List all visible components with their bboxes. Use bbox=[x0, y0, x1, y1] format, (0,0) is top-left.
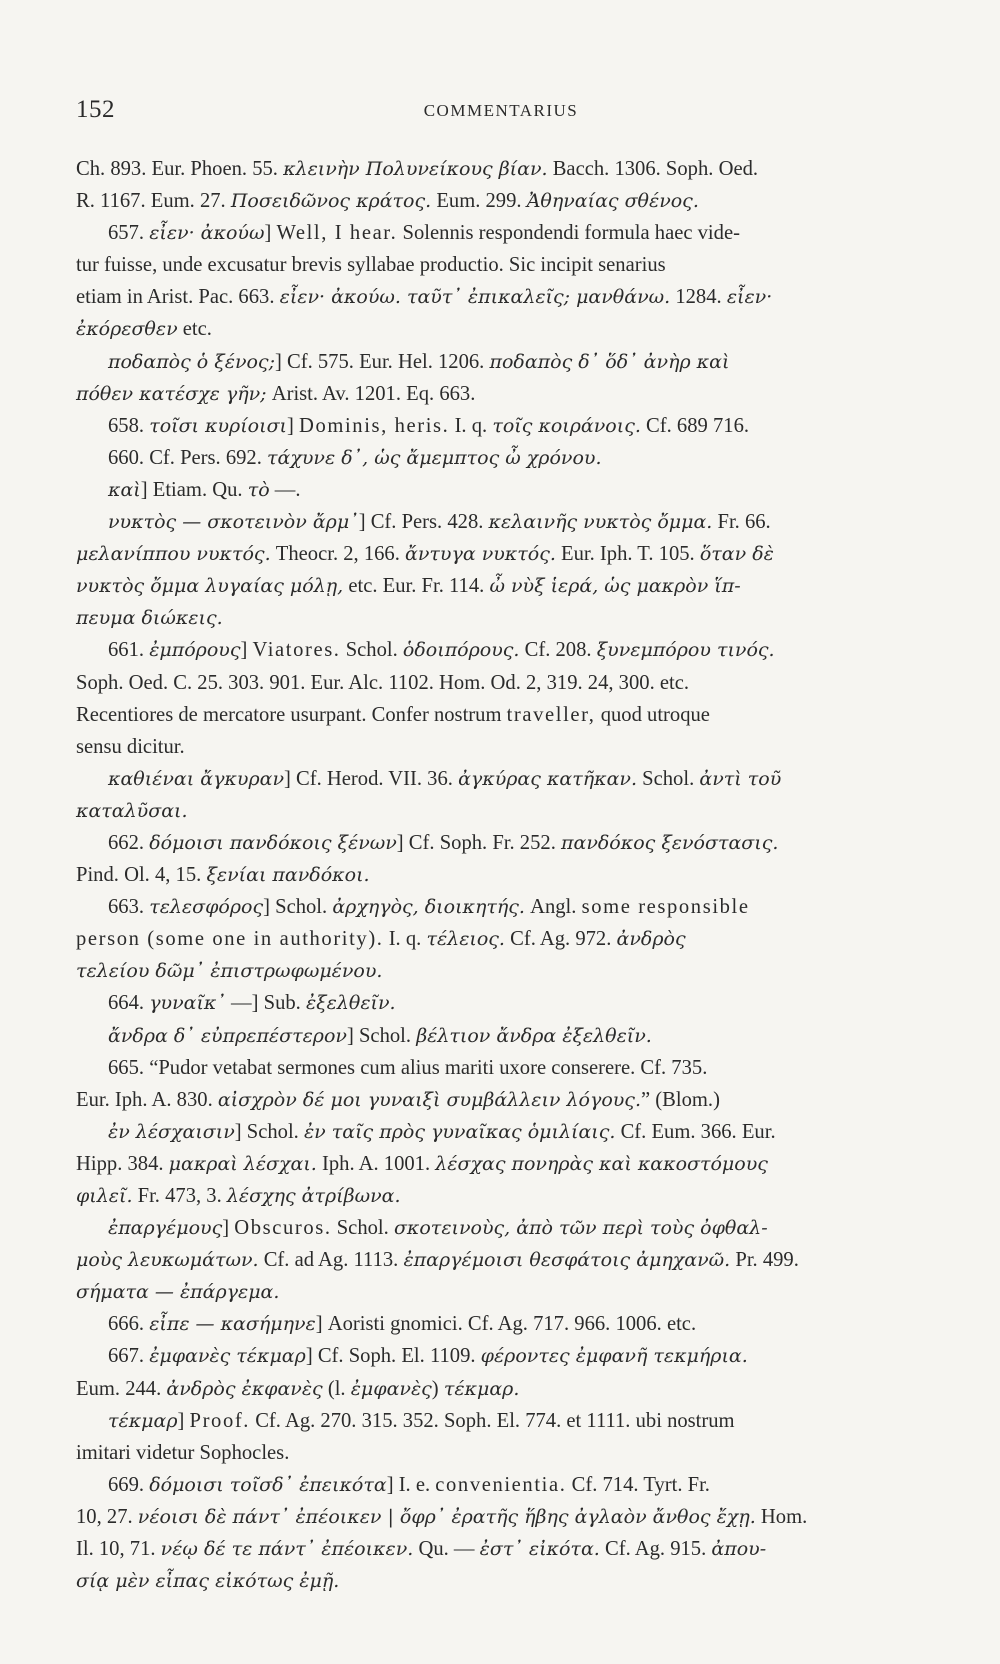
latin-text: tur fuisse, unde excusatur brevis syllabae productio. Sic incipit senarius bbox=[76, 254, 666, 277]
text-line bbox=[76, 281, 928, 313]
greek-text: ἐξελθεῖν. bbox=[305, 992, 396, 1015]
latin-text: Cf. 689 716. bbox=[640, 414, 750, 437]
latin-text: Fr. 473, 3. bbox=[132, 1185, 227, 1207]
text-line bbox=[76, 1148, 928, 1180]
greek-text: κλεινὴν Πολυνείκους βίαν. bbox=[283, 158, 548, 180]
latin-text: 663. bbox=[108, 896, 150, 919]
greek-text: καταλῦσαι. bbox=[76, 799, 188, 822]
greek-text: τελεσφόρος bbox=[149, 896, 264, 919]
latin-text: Eur. Iph. A. 830. bbox=[76, 1088, 218, 1111]
greek-text: ἐν ταῖς πρὸς γυναῖκας ὁμιλίαις. bbox=[303, 1120, 616, 1143]
latin-text: 667. bbox=[108, 1345, 150, 1368]
latin-text: Bacch. 1306. Soph. Oed. bbox=[547, 158, 759, 180]
latin-text: Pind. Ol. 4, 15. bbox=[76, 864, 207, 887]
latin-text: I. q. bbox=[449, 414, 493, 437]
text-line bbox=[76, 1533, 928, 1565]
greek-text: γυναῖκ᾽ bbox=[149, 992, 226, 1015]
greek-text: αἰσχρὸν δέ μοι γυναιξὶ συμβάλλειν λόγους. bbox=[217, 1088, 641, 1111]
greek-text: φέροντες ἐμφανῆ τεκμήρια. bbox=[480, 1345, 748, 1368]
latin-text: 658. bbox=[108, 414, 150, 437]
latin-text: Theocr. 2, 166. bbox=[270, 543, 406, 566]
running-title: COMMENTARIUS bbox=[423, 101, 579, 120]
text-line bbox=[76, 506, 928, 538]
text-line bbox=[76, 859, 928, 891]
spaced-gloss: person (some one in authority). bbox=[76, 928, 384, 951]
greek-text: τὸ bbox=[247, 478, 270, 501]
latin-text: Soph. Oed. C. 25. 303. 901. Eur. Alc. 1102. Hom. Od. 2, 319. 24, 300. etc. bbox=[76, 671, 690, 694]
latin-text: Pr. 499. bbox=[730, 1249, 799, 1272]
greek-text: ἀντὶ τοῦ bbox=[699, 767, 782, 790]
latin-text: sensu dicitur. bbox=[76, 735, 185, 758]
greek-text: τοῖσι κυρίοισι bbox=[149, 414, 287, 437]
greek-text: τέλειος. bbox=[426, 928, 505, 951]
text-line bbox=[76, 1437, 928, 1469]
page-number: 152 bbox=[76, 96, 115, 123]
greek-text: εἶεν· ἀκούω bbox=[149, 222, 265, 245]
greek-text: ἀπου- bbox=[711, 1538, 767, 1561]
text-line bbox=[76, 313, 928, 345]
greek-text: βέλτιον ἄνδρα ἐξελθεῖν. bbox=[416, 1024, 652, 1047]
spaced-gloss: convenientia. bbox=[435, 1473, 567, 1496]
text-line bbox=[76, 731, 928, 763]
text-line bbox=[76, 1405, 928, 1437]
text-line bbox=[76, 346, 928, 378]
spaced-gloss: some responsible bbox=[581, 896, 750, 919]
text-line bbox=[76, 602, 928, 634]
latin-text: 662. bbox=[108, 831, 150, 854]
latin-text: ] bbox=[286, 414, 299, 437]
greek-text: νυκτὸς — σκοτεινὸν ἄρμ᾽ bbox=[108, 511, 359, 534]
text-line bbox=[76, 249, 928, 281]
greek-text: πευμα διώκεις. bbox=[76, 607, 223, 630]
latin-text: Cf. 714. Tyrt. Fr. bbox=[566, 1473, 710, 1496]
greek-text: εἶεν· bbox=[726, 286, 773, 309]
greek-text: καὶ bbox=[108, 478, 141, 501]
latin-text: ] Cf. Soph. El. 1109. bbox=[305, 1345, 481, 1368]
latin-text: Schol. bbox=[637, 767, 700, 790]
greek-text: ποδαπὸς δ᾽ ὅδ᾽ ἀνὴρ καὶ bbox=[489, 350, 730, 373]
text-line bbox=[76, 795, 928, 827]
text-line bbox=[76, 763, 928, 795]
greek-text: μοὺς λευκωμάτων. bbox=[76, 1249, 259, 1272]
greek-text: φιλεῖ. bbox=[76, 1185, 133, 1207]
greek-text: ἐπαργέμοισι θεσφάτοις ἀμηχανῶ. bbox=[403, 1249, 731, 1272]
latin-text: ] Cf. Soph. Fr. 252. bbox=[396, 831, 561, 854]
latin-text: Cf. Ag. 972. bbox=[504, 928, 617, 951]
latin-text: ] Schol. bbox=[263, 896, 333, 919]
greek-text: ὅταν δὲ bbox=[699, 543, 774, 566]
latin-text: Cf. 208. bbox=[519, 639, 597, 662]
greek-text: πόθεν κατέσχε γῆν; bbox=[76, 382, 267, 405]
greek-text: ξυνεμπόρου τινός. bbox=[596, 639, 775, 662]
text-line bbox=[76, 1565, 928, 1597]
greek-text: ἀνδρὸς bbox=[616, 928, 686, 951]
text-line bbox=[76, 1469, 928, 1501]
text-line bbox=[76, 1212, 928, 1244]
latin-text: 660. Cf. Pers. 692. bbox=[108, 446, 268, 469]
greek-text: ἐμφανὲς τέκμαρ bbox=[149, 1345, 306, 1368]
greek-text: ἀγκύρας κατῆκαν. bbox=[458, 767, 638, 790]
greek-text: λέσχης ἀτρίβωνα. bbox=[226, 1185, 401, 1207]
text-line bbox=[76, 891, 928, 923]
text-line bbox=[76, 923, 928, 955]
text-line bbox=[76, 1373, 928, 1405]
text-line bbox=[76, 185, 928, 217]
text-line bbox=[76, 538, 928, 570]
spaced-gloss: traveller, bbox=[506, 703, 596, 726]
greek-text: τέκμαρ bbox=[108, 1409, 178, 1432]
greek-text: κελαινῆς νυκτὸς ὄμμα. bbox=[488, 511, 713, 534]
greek-text: ἐμπόρους bbox=[149, 639, 241, 662]
greek-text: σίᾳ μὲν εἶπας εἰκότως ἐμῇ. bbox=[76, 1570, 340, 1593]
greek-text: καθιέναι ἄγκυραν bbox=[108, 767, 284, 790]
latin-text: Eur. Iph. T. 105. bbox=[555, 543, 700, 566]
spaced-gloss: Viatores. bbox=[252, 639, 341, 662]
greek-text: λέσχας πονηρὰς καὶ κακοστόμους bbox=[435, 1152, 768, 1175]
latin-text: Schol. bbox=[331, 1217, 394, 1240]
latin-text: 1284. bbox=[670, 286, 727, 309]
text-line bbox=[76, 1276, 928, 1308]
greek-text: νέοισι δὲ πάντ᾽ ἐπέοικεν | ὄφρ᾽ ἐρατῆς ἥβης ἀγλαὸν ἄνθος ἔχῃ. bbox=[137, 1505, 756, 1528]
text-line bbox=[76, 1020, 928, 1052]
latin-text: Iph. A. 1001. bbox=[316, 1152, 436, 1175]
text-line bbox=[76, 442, 928, 474]
latin-text: Ch. 893. Eur. Phoen. 55. bbox=[76, 158, 284, 180]
text-line bbox=[76, 1084, 928, 1116]
text-line bbox=[76, 667, 928, 699]
latin-text: R. 1167. Eum. 27. bbox=[76, 190, 231, 213]
latin-text: ) bbox=[431, 1377, 444, 1400]
latin-text: Cf. Eum. 366. Eur. bbox=[615, 1120, 776, 1143]
text-line bbox=[76, 987, 928, 1019]
text-line bbox=[76, 1244, 928, 1276]
latin-text: I. q. bbox=[383, 928, 427, 951]
latin-text: 669. bbox=[108, 1473, 150, 1496]
latin-text: Eum. 244. bbox=[76, 1377, 167, 1400]
text-line bbox=[76, 1116, 928, 1148]
latin-text: 666. bbox=[108, 1313, 150, 1336]
text-line bbox=[76, 634, 928, 666]
text-line bbox=[76, 410, 928, 442]
greek-text: τάχυνε δ᾽, ὡς ἄμεμπτος ὦ χρόνου. bbox=[267, 446, 602, 469]
latin-text: 10, 27. bbox=[76, 1505, 138, 1528]
commentary-body bbox=[76, 153, 928, 1597]
greek-text: ἐκόρεσθεν bbox=[76, 318, 178, 341]
latin-text: Qu. — bbox=[413, 1538, 480, 1561]
spaced-gloss: Dominis, heris. bbox=[299, 414, 450, 437]
latin-text: Hom. bbox=[755, 1505, 808, 1528]
greek-text: ἀνδρὸς ἐκφανὲς bbox=[166, 1377, 323, 1400]
text-line bbox=[76, 1501, 928, 1533]
text-line bbox=[76, 153, 928, 185]
latin-text: ] bbox=[177, 1409, 190, 1432]
greek-text: τέκμαρ. bbox=[443, 1377, 520, 1400]
latin-text: ] Schol. bbox=[234, 1120, 304, 1143]
latin-text: ] bbox=[222, 1217, 235, 1240]
spaced-gloss: Well, I hear. bbox=[276, 222, 398, 245]
latin-text: ” (Blom.) bbox=[641, 1088, 720, 1111]
latin-text: 657. bbox=[108, 222, 150, 245]
greek-text: δόμοισι τοῖσδ᾽ ἐπεικότα bbox=[149, 1473, 387, 1496]
text-line bbox=[76, 570, 928, 602]
text-line bbox=[76, 1180, 928, 1212]
latin-text: Angl. bbox=[524, 896, 582, 919]
latin-text: Cf. ad Ag. 1113. bbox=[258, 1249, 404, 1272]
page-header bbox=[76, 96, 926, 130]
latin-text: Arist. Av. 1201. Eq. 663. bbox=[266, 382, 476, 405]
latin-text: Schol. bbox=[340, 639, 403, 662]
latin-text: 661. bbox=[108, 639, 150, 662]
latin-text: Eum. 299. bbox=[431, 190, 527, 213]
latin-text: etc. Eur. Fr. 114. bbox=[343, 575, 490, 598]
latin-text: ] Cf. Pers. 428. bbox=[358, 511, 489, 534]
greek-text: νέῳ δέ τε πάντ᾽ ἐπέοικεν. bbox=[160, 1538, 414, 1561]
latin-text: —. bbox=[269, 478, 301, 501]
greek-text: ξενίαι πανδόκοι. bbox=[206, 864, 370, 887]
greek-text: τοῖς κοιράνοις. bbox=[492, 414, 641, 437]
latin-text: ] bbox=[264, 222, 277, 245]
text-line bbox=[76, 1308, 928, 1340]
text-line bbox=[76, 474, 928, 506]
latin-text: Cf. Ag. 915. bbox=[599, 1538, 712, 1561]
greek-text: ἐμφανὲς bbox=[350, 1377, 432, 1400]
greek-text: ἄνδρα δ᾽ εὐπρεπέστερον bbox=[108, 1024, 347, 1047]
latin-text: ] Cf. 575. Eur. Hel. 1206. bbox=[274, 350, 490, 373]
latin-text: Hipp. 384. bbox=[76, 1152, 169, 1175]
latin-text: 665. “Pudor vetabat sermones cum alius mariti uxore conserere. Cf. 735. bbox=[108, 1056, 708, 1079]
latin-text: etc. bbox=[177, 318, 212, 341]
greek-text: εἶπε — κασήμηνε bbox=[149, 1313, 316, 1336]
text-line bbox=[76, 217, 928, 249]
latin-text: ] bbox=[240, 639, 253, 662]
greek-text: ἄντυγα νυκτός. bbox=[405, 543, 556, 566]
greek-text: σκοτεινοὺς, ἀπὸ τῶν περὶ τοὺς ὀφθαλ- bbox=[393, 1217, 768, 1240]
text-line bbox=[76, 699, 928, 731]
latin-text: Cf. Ag. 270. 315. 352. Soph. El. 774. et 1111. ubi nostrum bbox=[250, 1409, 735, 1432]
latin-text: ] Cf. Herod. VII. 36. bbox=[284, 767, 459, 790]
spaced-gloss: Proof. bbox=[189, 1409, 251, 1432]
latin-text: ] I. e. bbox=[386, 1473, 436, 1496]
latin-text: Recentiores de mercatore usurpant. Confer nostrum bbox=[76, 703, 507, 726]
greek-text: δόμοισι πανδόκοις ξένων bbox=[149, 831, 397, 854]
greek-text: μακραὶ λέσχαι. bbox=[168, 1152, 317, 1175]
latin-text: ] Aoristi gnomici. Cf. Ag. 717. 966. 1006. etc. bbox=[315, 1313, 697, 1336]
latin-text: 664. bbox=[108, 992, 150, 1015]
latin-text: Solennis respondendi formula haec vide- bbox=[397, 222, 740, 245]
greek-text: ποδαπὸς ὁ ξένος; bbox=[108, 350, 275, 373]
greek-text: ἀρχηγὸς, διοικητής. bbox=[332, 896, 525, 919]
spaced-gloss: Obscuros. bbox=[234, 1217, 332, 1240]
greek-text: ὦ νὺξ ἱερά, ὡς μακρὸν ἵπ- bbox=[489, 575, 741, 598]
text-line bbox=[76, 1052, 928, 1084]
latin-text: imitari videtur Sophocles. bbox=[76, 1441, 290, 1464]
text-line bbox=[76, 1340, 928, 1372]
greek-text: Ἀθηναίας σθένος. bbox=[526, 190, 699, 213]
text-line bbox=[76, 955, 928, 987]
text-line bbox=[76, 827, 928, 859]
greek-text: εἶεν· ἀκούω. ταῦτ᾽ ἐπικαλεῖς; μανθάνω. bbox=[279, 286, 671, 309]
greek-text: μελανίππου νυκτός. bbox=[76, 543, 271, 566]
text-line bbox=[76, 378, 928, 410]
greek-text: νυκτὸς ὄμμα λυγαίας μόλῃ, bbox=[76, 575, 344, 598]
latin-text: Fr. 66. bbox=[712, 511, 771, 534]
greek-text: πανδόκος ξενόστασις. bbox=[561, 831, 779, 854]
greek-text: ἐπαργέμους bbox=[108, 1217, 223, 1240]
greek-text: Ποσειδῶνος κράτος. bbox=[230, 190, 432, 213]
latin-text: —] Sub. bbox=[225, 992, 306, 1015]
greek-text: τελείου δῶμ᾽ ἐπιστρωφωμένου. bbox=[76, 960, 383, 983]
latin-text: (l. bbox=[322, 1377, 351, 1400]
greek-text: σήματα — ἐπάργεμα. bbox=[76, 1281, 280, 1304]
latin-text: quod utroque bbox=[595, 703, 710, 726]
greek-text: ὁδοιπόρους. bbox=[402, 639, 520, 662]
greek-text: ἐστ᾽ εἰκότα. bbox=[479, 1538, 600, 1561]
latin-text: ] Etiam. Qu. bbox=[140, 478, 248, 501]
greek-text: ἐν λέσχαισιν bbox=[108, 1120, 235, 1143]
latin-text: etiam in Arist. Pac. 663. bbox=[76, 286, 280, 309]
latin-text: ] Schol. bbox=[346, 1024, 417, 1047]
latin-text: Il. 10, 71. bbox=[76, 1538, 161, 1561]
